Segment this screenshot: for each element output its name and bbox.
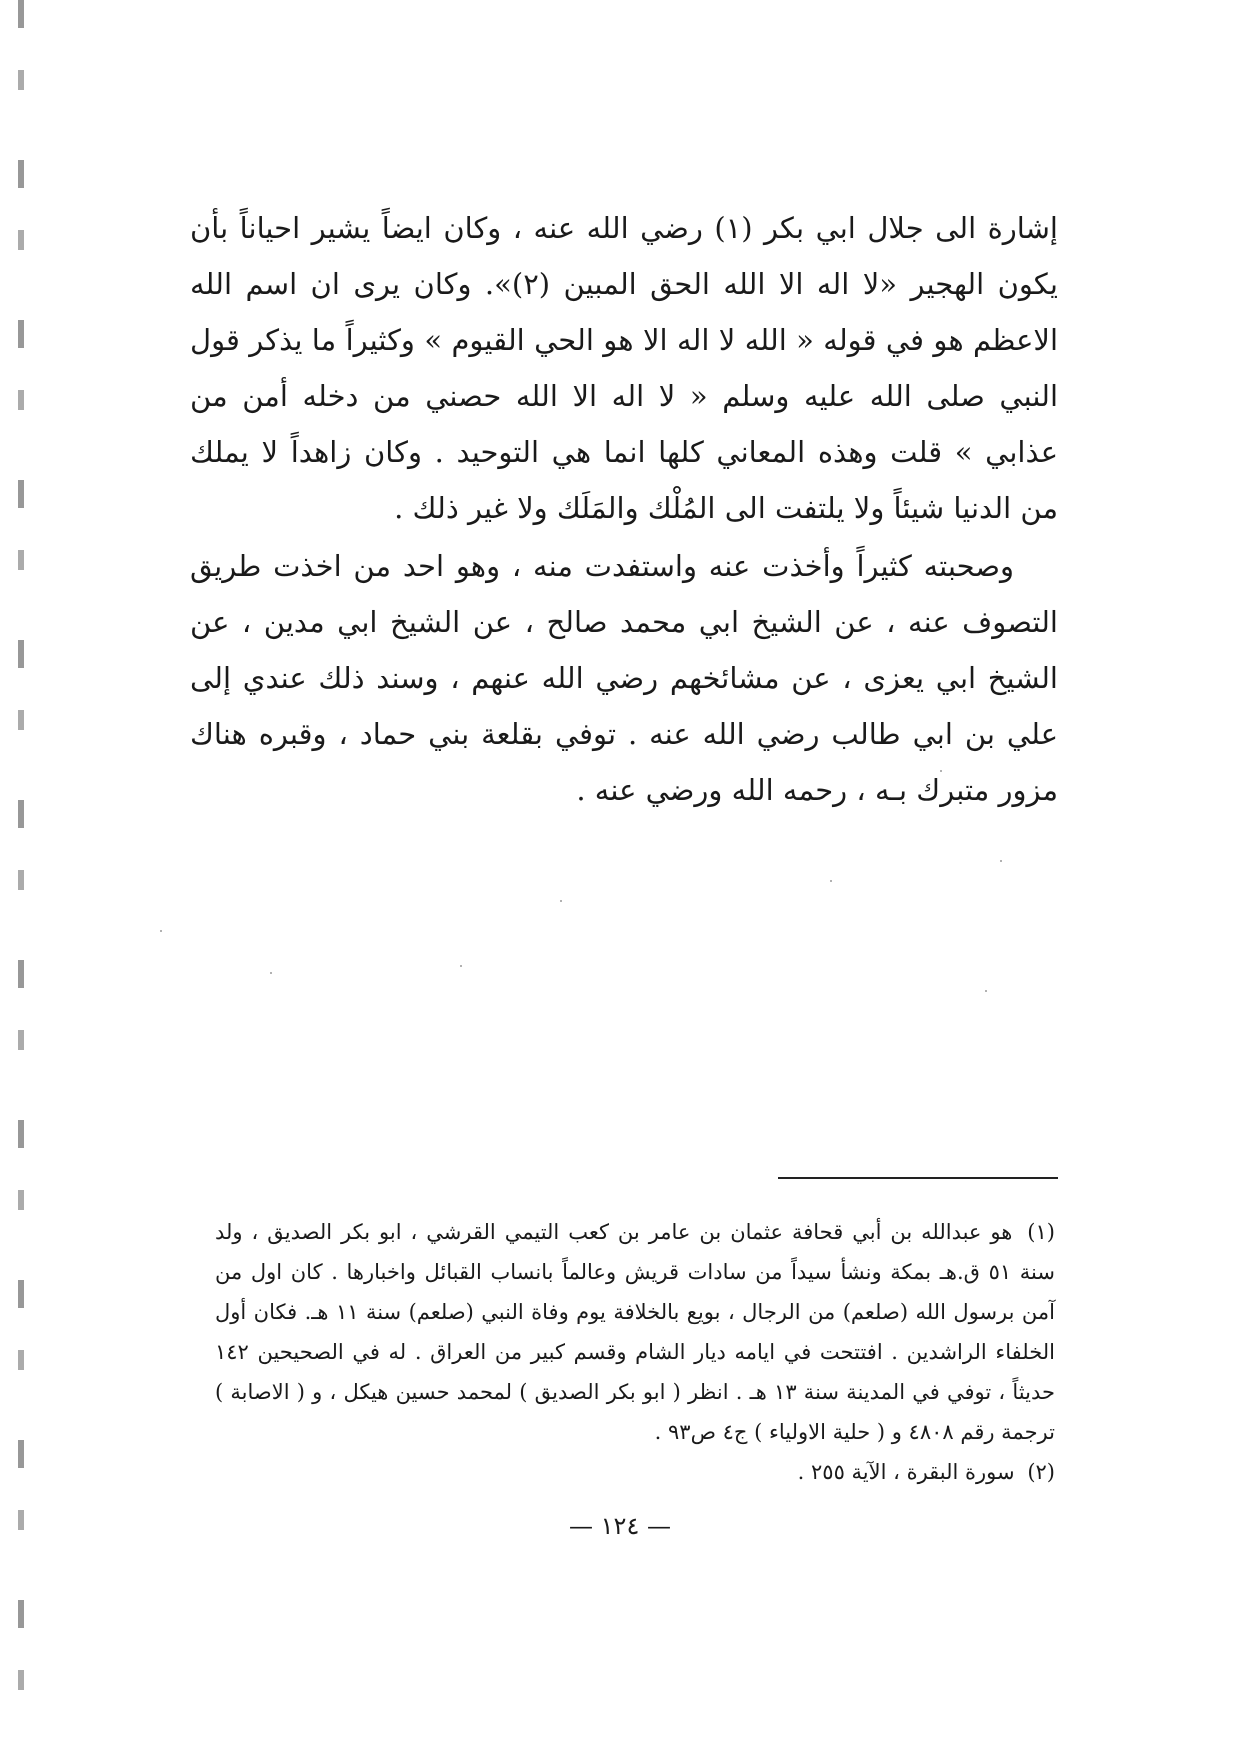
footnote-mark: (٢) (1027, 1460, 1055, 1484)
scan-speck (460, 965, 462, 967)
scan-edge-artifact (18, 0, 24, 1754)
footnote-separator (778, 1177, 1058, 1179)
footnote (215, 1452, 1055, 1492)
scan-speck (985, 990, 987, 992)
scan-speck (160, 930, 162, 932)
footnote (215, 1212, 1055, 1452)
page-number: — ١٢٤ — (569, 1512, 671, 1540)
footnote-mark: (١) (1027, 1220, 1055, 1244)
body-paragraph: إشارة الى جلال ابي بكر (١) رضي الله عنه ، وكان ايضاً يشير احياناً بأن يكون الهجير «لا اله الا الله الحق المبين (٢)». وكان يرى ان اسم الله الاعظم هو في قوله « الله لا اله الا هو الحي القيوم » وكثيراً ما يذكر قول النبي صلى الله عليه وسلم « لا اله الا الله حصني من دخله أمن من عذابي » قلت وهذه المعاني كلها انما هي التوحيد . وكان زاهداً لا يملك من الدنيا شيئاً ولا يلتفت الى المُلْك والمَلَك ولا غير ذلك . (190, 211, 1058, 525)
footnotes (215, 1212, 1055, 1492)
main-text (190, 200, 1058, 818)
scan-speck (830, 880, 832, 882)
scan-speck (940, 770, 942, 772)
footnote-text: هو عبدالله بن أبي قحافة عثمان بن عامر بن كعب التيمي القرشي ، ابو بكر الصديق ، ولد سنة ٥١ ق.هـ بمكة ونشأ سيداً من سادات قريش وعالماً بانساب القبائل واخبارها . كان اول من آمن برسول الله (صلعم) من الرجال ، بويع بالخلافة يوم وفاة النبي (صلعم) سنة ١١ هـ. فكان أول الخلفاء الراشدين . افتتحت في ايامه ديار الشام وقسم كبير من العراق . له في الصحيحين ١٤٢ حديثاً ، توفي في المدينة سنة ١٣ هـ . انظر ( ابو بكر الصديق ) لمحمد حسين هيكل ، و ( الاصابة ) ترجمة رقم ٤٨٠٨ و ( حلية الاولياء ) ج٤ ص٩٣ . (215, 1220, 1055, 1444)
scan-speck (560, 900, 562, 902)
scan-speck (1000, 860, 1002, 862)
scan-speck (270, 972, 272, 974)
footnote-text: سورة البقرة ، الآية ٢٥٥ . (797, 1460, 1015, 1484)
body-paragraph: وصحبته كثيراً وأخذت عنه واستفدت منه ، وهو احد من اخذت طريق التصوف عنه ، عن الشيخ ابي محمد صالح ، عن الشيخ ابي مدين ، عن الشيخ ابي يعزى ، عن مشائخهم رضي الله عنهم ، وسند ذلك عندي إلى علي بن ابي طالب رضي الله عنه . توفي بقلعة بني حماد ، وقبره هناك مزور متبرك بـه ، رحمه الله ورضي عنه . (190, 549, 1058, 807)
